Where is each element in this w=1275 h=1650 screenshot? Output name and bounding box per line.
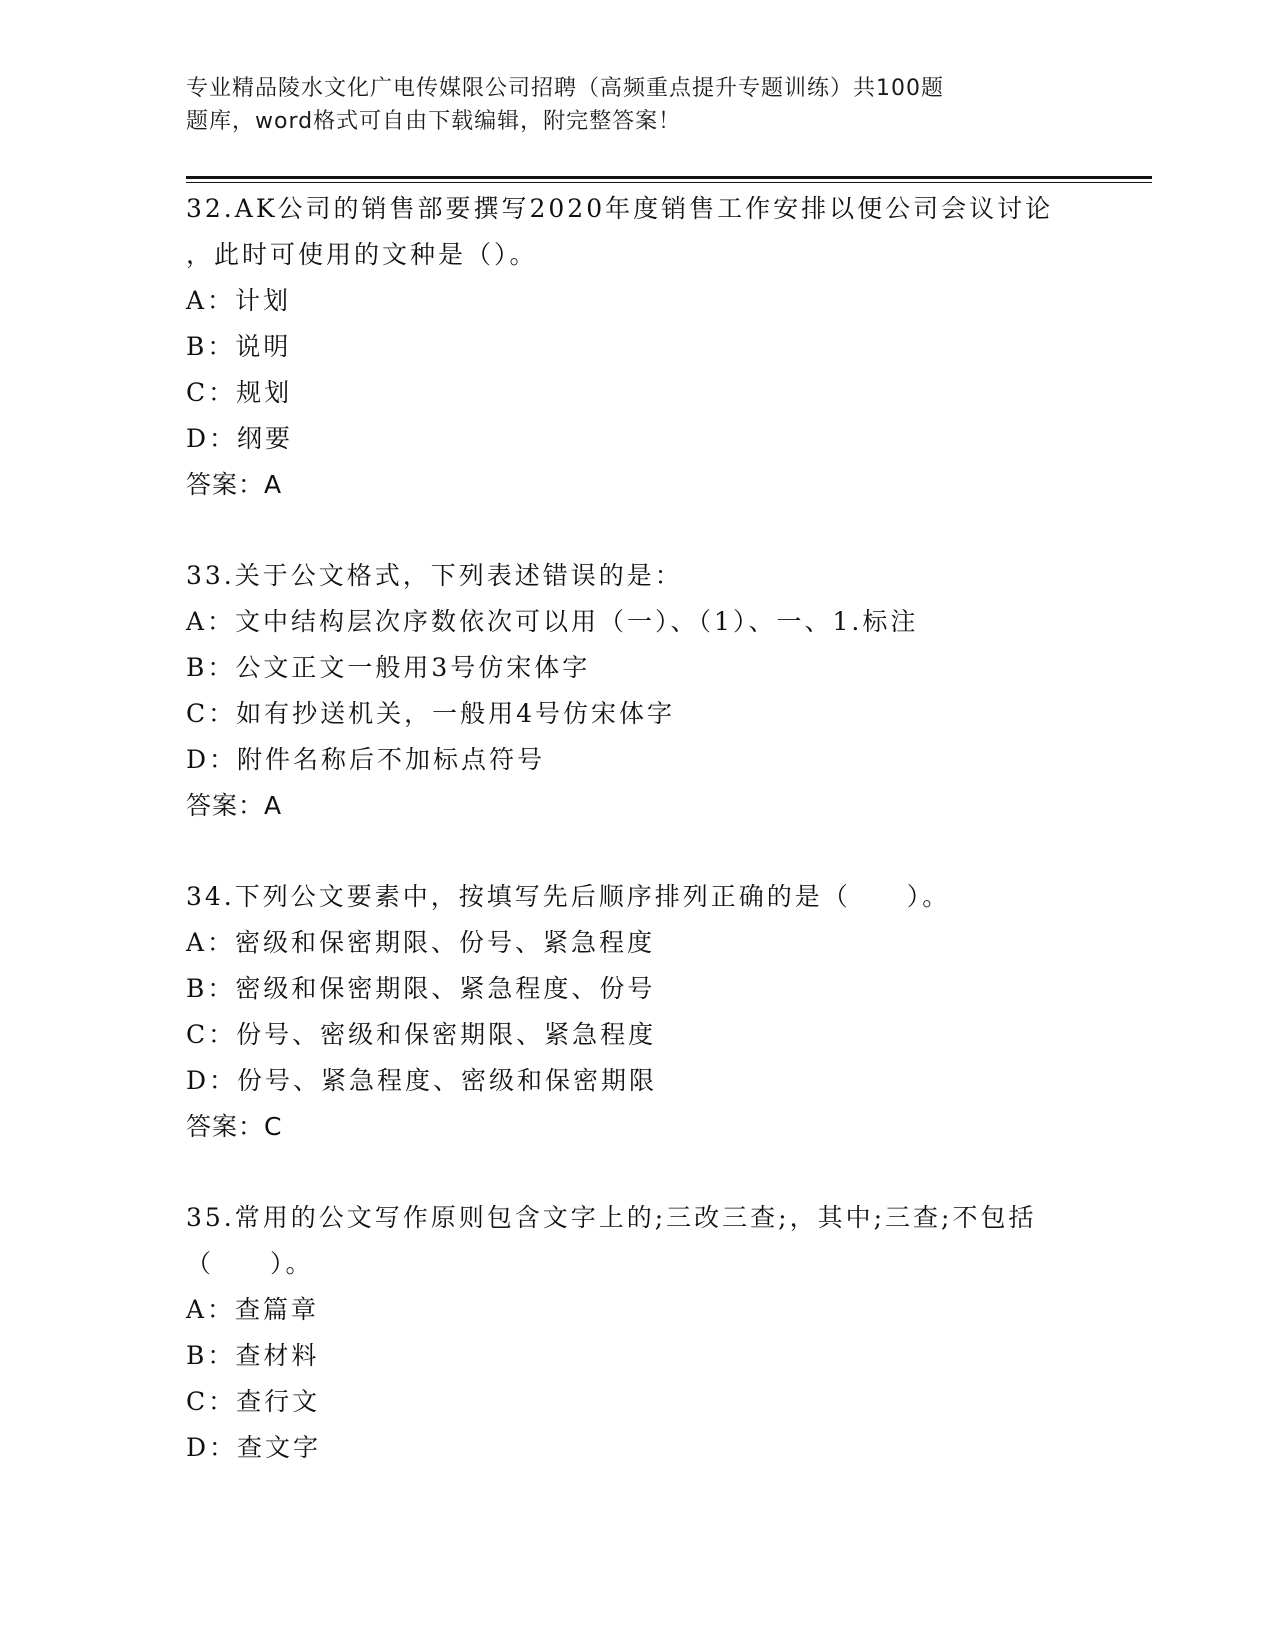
option-b: B：密级和保密期限、紧急程度、份号 [186, 974, 656, 1003]
header-divider-thick [186, 176, 1152, 179]
question-32 [186, 186, 1126, 508]
header-line-2: 题库，word格式可自由下载编辑，附完整答案！ [186, 109, 682, 134]
question-list [186, 186, 1126, 1471]
question-spacer [186, 1150, 1126, 1195]
option-c: C：份号、密级和保密期限、紧急程度 [186, 1020, 657, 1049]
question-33 [186, 553, 1126, 829]
option-c: C：查行文 [186, 1387, 321, 1416]
question-text-continued: （ ）。 [186, 1249, 314, 1278]
option-a: A：查篇章 [186, 1295, 320, 1324]
option-d: D：份号、紧急程度、密级和保密期限 [186, 1066, 658, 1095]
answer: 答案：A [186, 791, 283, 820]
option-b: B：公文正文一般用3号仿宋体字 [186, 653, 591, 682]
option-b: B：查材料 [186, 1341, 320, 1370]
question-34 [186, 874, 1126, 1150]
question-text: 35.常用的公文写作原则包含文字上的;三改三查;，其中;三查;不包括 [186, 1203, 1037, 1232]
question-text: 32.AK公司的销售部要撰写2020年度销售工作安排以便公司会议讨论 [186, 194, 1054, 223]
question-text: 33.关于公文格式，下列表述错误的是： [186, 561, 683, 590]
answer: 答案：A [186, 470, 283, 499]
question-35 [186, 1195, 1126, 1471]
question-spacer [186, 829, 1126, 874]
option-c: C：如有抄送机关，一般用4号仿宋体字 [186, 699, 676, 728]
question-spacer [186, 508, 1126, 553]
option-d: D：查文字 [186, 1433, 322, 1462]
question-text-continued: ，此时可使用的文种是（）。 [186, 240, 538, 269]
header-line-1: 专业精品陵水文化广电传媒限公司招聘（高频重点提升专题训练）共100题 [186, 76, 944, 101]
option-a: A：密级和保密期限、份号、紧急程度 [186, 928, 656, 957]
option-a: A：文中结构层次序数依次可以用（一）、（1）、一、1.标注 [186, 607, 919, 636]
option-d: D：纲要 [186, 424, 294, 453]
document-header [186, 72, 1066, 138]
option-c: C：规划 [186, 378, 293, 407]
answer: 答案：C [186, 1112, 283, 1141]
option-d: D：附件名称后不加标点符号 [186, 745, 546, 774]
option-b: B：说明 [186, 332, 292, 361]
question-text: 34.下列公文要素中，按填写先后顺序排列正确的是（ ）。 [186, 882, 951, 911]
header-divider-thin [186, 182, 1152, 183]
option-a: A：计划 [186, 286, 292, 315]
